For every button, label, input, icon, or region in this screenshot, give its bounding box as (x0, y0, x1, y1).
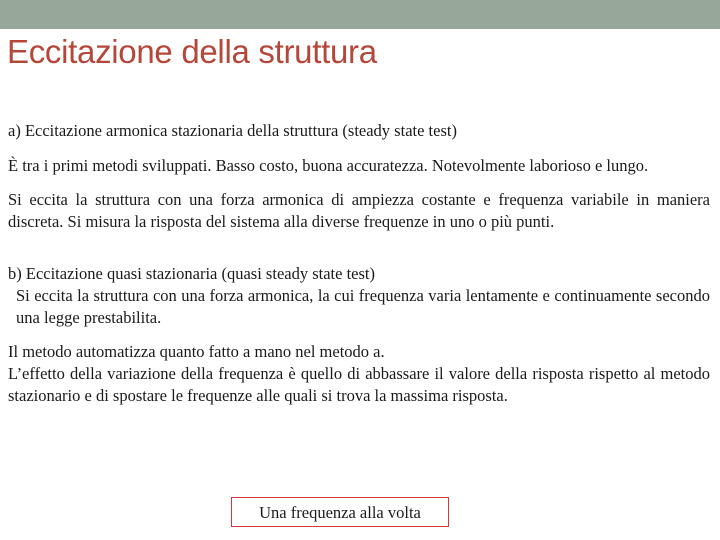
paragraph-b3: L’effetto della variazione della frequenza è quello di abbassare il valore della risposta rispetto al metodo stazionario e di spostare le frequenze alle quali si trova la massima risposta. (8, 364, 710, 405)
list-item-a: a) Eccitazione armonica stazionaria della struttura (steady state test) (8, 121, 457, 140)
paragraph-a2: Si eccita la struttura con una forza armonica di ampiezza costante e frequenza variabile in maniera discreta. Si misura la risposta del sistema alla diverse frequenze in uno o più punti. (8, 190, 710, 231)
paragraph-a1: È tra i primi metodi sviluppati. Basso costo, buona accuratezza. Notevolmente laborioso e lungo. (8, 156, 649, 175)
slide-body (8, 120, 710, 407)
callout-box: Una frequenza alla volta (231, 497, 449, 527)
paragraph-b1: Si eccita la struttura con una forza armonica, la cui frequenza varia lentamente e continuamente secondo una legge prestabilita. (16, 286, 710, 327)
slide-title: Eccitazione della struttura (7, 33, 377, 70)
list-item-b: b) Eccitazione quasi stazionaria (quasi steady state test) (8, 264, 375, 283)
paragraph-b2: Il metodo automatizza quanto fatto a mano nel metodo a. (8, 342, 385, 361)
header-bar (0, 0, 720, 29)
